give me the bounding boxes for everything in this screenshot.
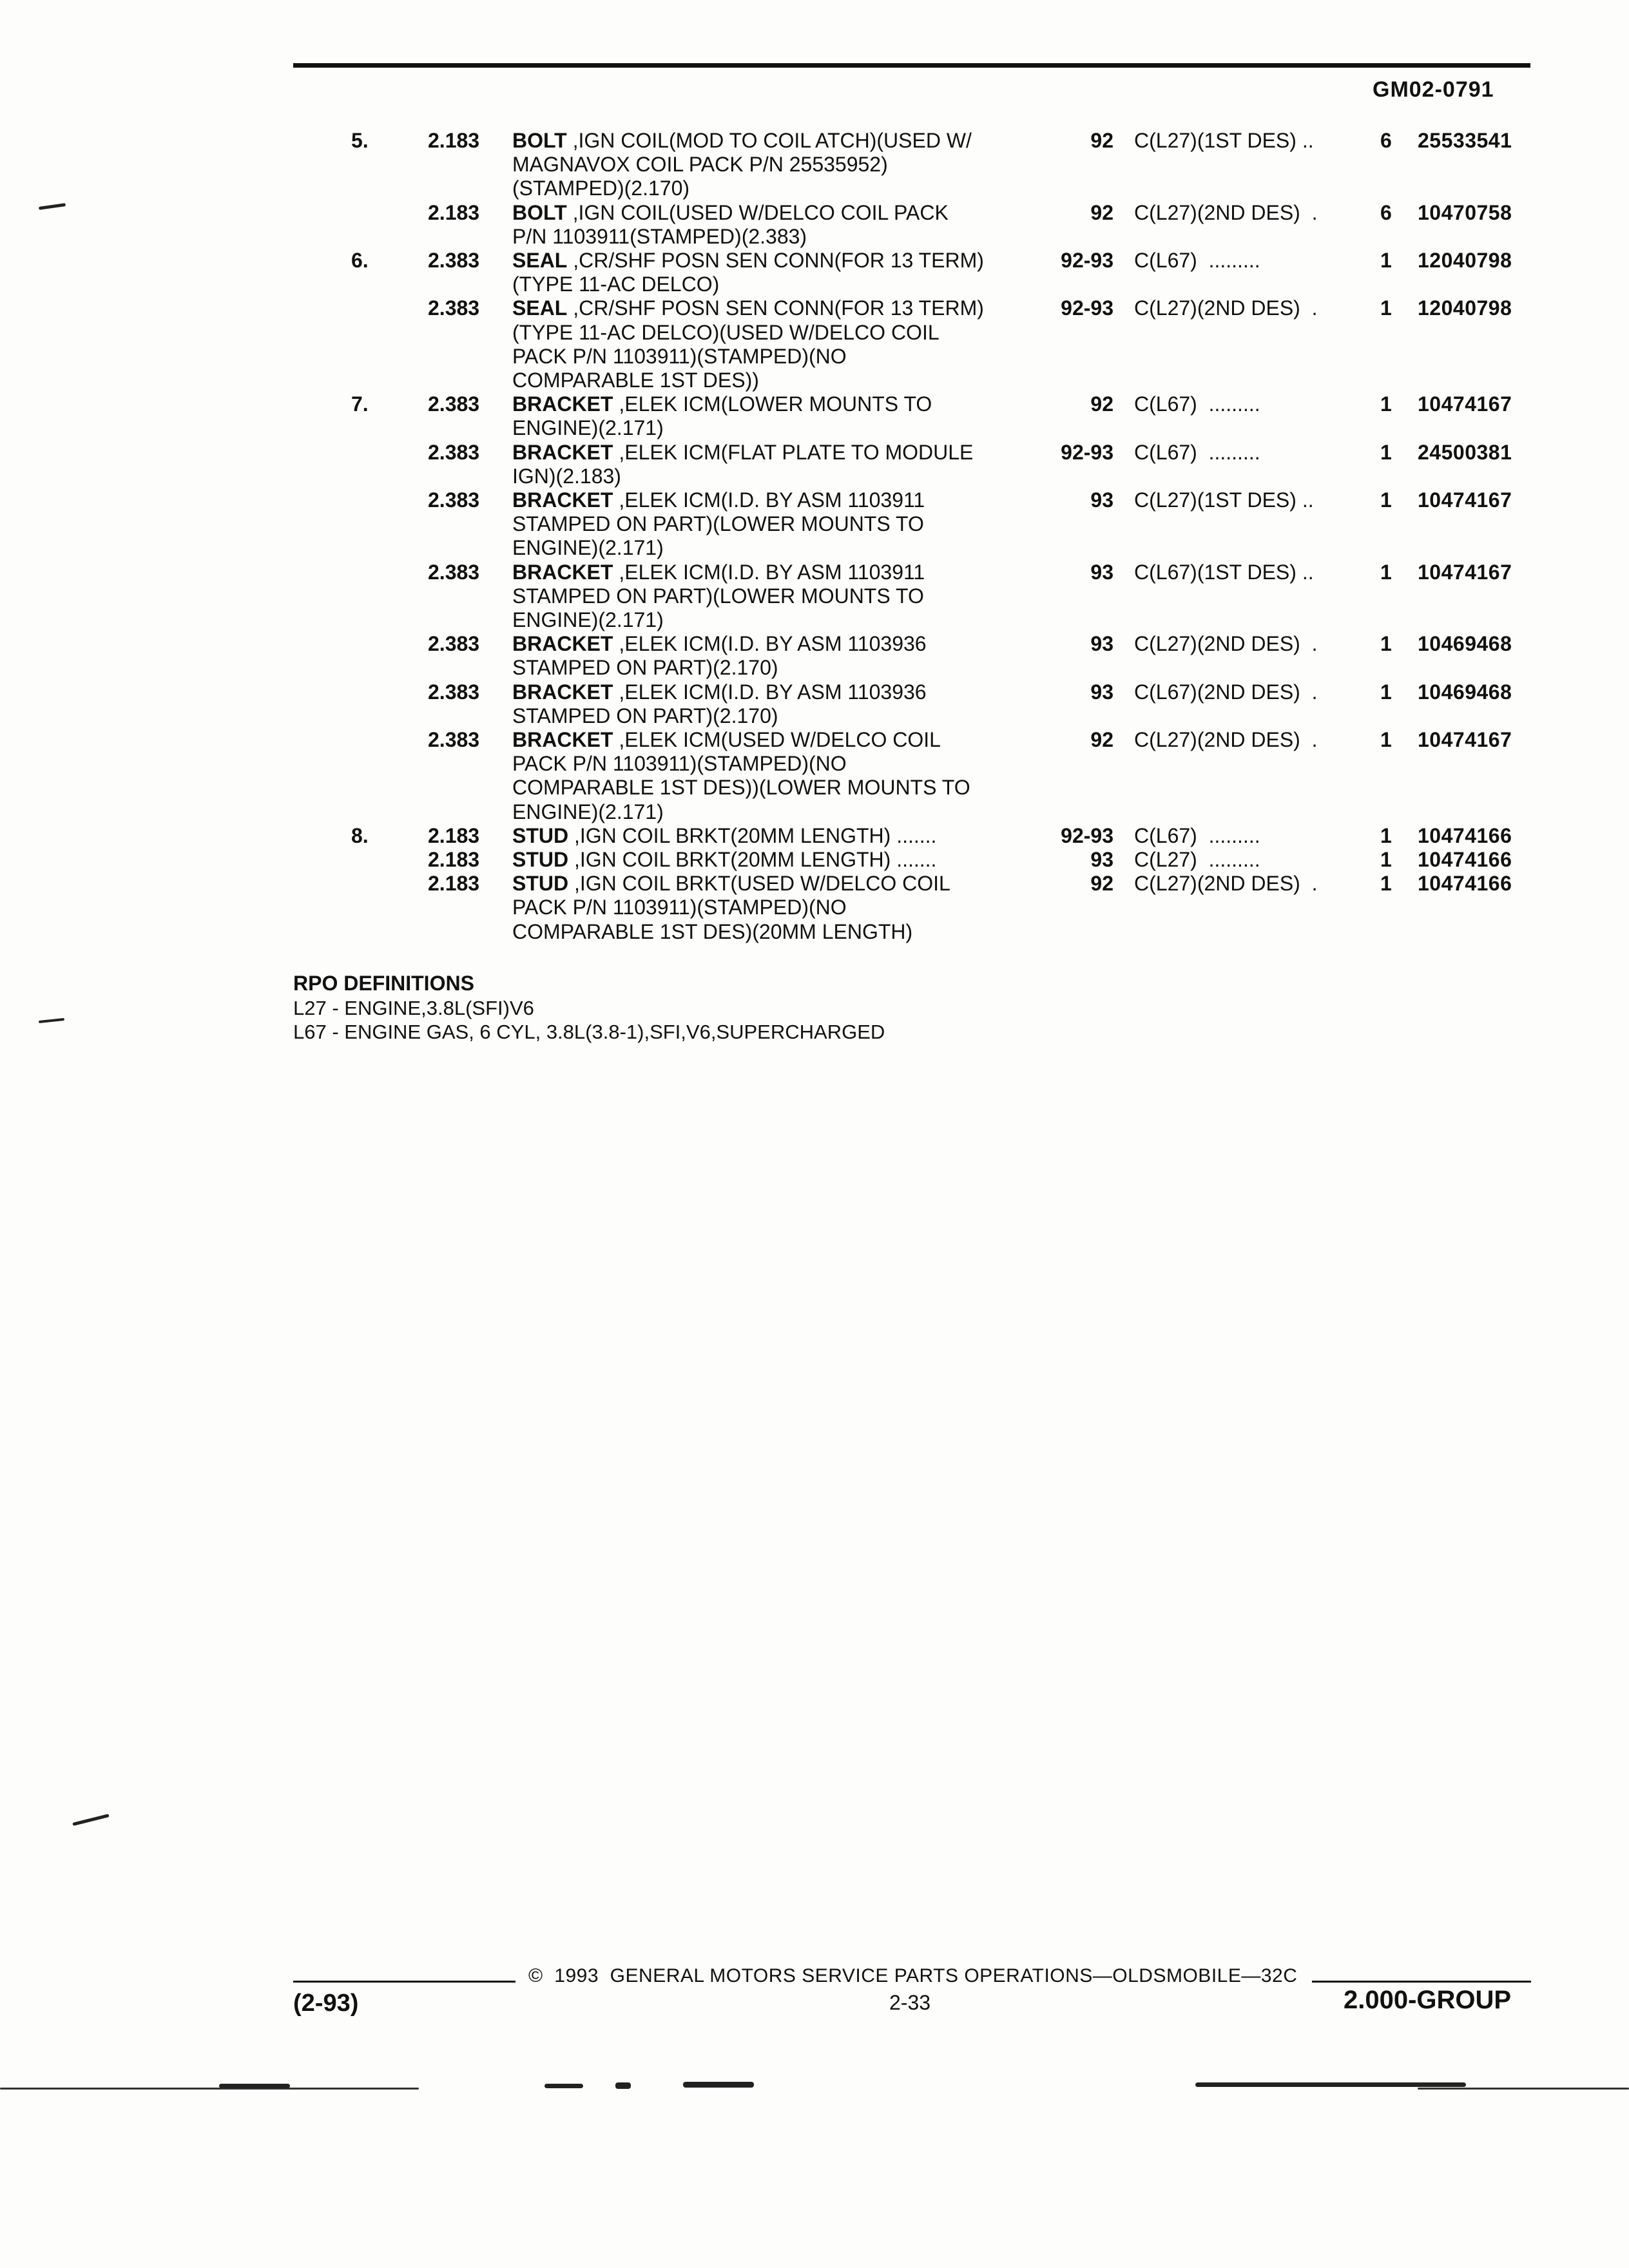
part-description: PACK P/N 1103911)(STAMPED)(NO [512, 344, 847, 368]
part-name: BRACKET [512, 680, 613, 704]
group-number: 2.183 [428, 823, 480, 847]
part-name: SEAL [512, 249, 568, 272]
part-number: 10474166 [1418, 872, 1512, 896]
scan-mark [545, 2084, 583, 2088]
part-number: 24500381 [1418, 440, 1512, 464]
scan-mark [615, 2082, 631, 2089]
part-description-text: ,IGN COIL(MOD TO COIL ATCH)(USED W/ [566, 129, 972, 152]
model-years: 92-93 [1061, 249, 1113, 272]
part-description [512, 201, 949, 225]
part-description [512, 296, 984, 320]
part-description-text: ,IGN COIL(USED W/DELCO COIL PACK [566, 200, 949, 224]
footer-rule-left [293, 1981, 516, 1983]
model-years: 93 [1090, 632, 1113, 656]
part-description: MAGNAVOX COIL PACK P/N 25535952) [512, 153, 888, 177]
part-description-text: ,CR/SHF POSN SEN CONN(FOR 13 TERM) [567, 296, 984, 320]
part-name: STUD [512, 823, 569, 847]
part-description: STAMPED ON PART)(2.170) [512, 704, 778, 727]
model-years: 93 [1090, 848, 1113, 871]
group-number: 2.383 [428, 728, 480, 751]
part-number: 12040798 [1418, 249, 1512, 272]
part-name: BRACKET [512, 560, 613, 584]
model-years: 92-93 [1061, 296, 1113, 320]
group-number: 2.383 [428, 488, 480, 512]
part-description [512, 488, 925, 512]
scan-mark [1418, 2088, 1629, 2090]
part-description: STAMPED ON PART)(LOWER MOUNTS TO [512, 584, 924, 608]
part-name: BRACKET [512, 440, 613, 464]
part-number: 10469468 [1418, 632, 1512, 656]
part-description [512, 848, 936, 872]
application: C(L67) ......... [1134, 823, 1260, 847]
application: C(L67) ......... [1134, 440, 1260, 464]
page-number: 2-33 [889, 1991, 931, 2014]
footer-rule-right [1312, 1981, 1531, 1983]
part-name: BRACKET [512, 728, 613, 751]
part-name: BRACKET [512, 392, 613, 416]
group-number: 2.383 [428, 632, 480, 656]
application: C(L27)(2ND DES) . [1134, 632, 1318, 656]
scan-mark [219, 2084, 290, 2088]
application: C(L67)(2ND DES) . [1134, 680, 1318, 704]
application: C(L67) ......... [1134, 249, 1260, 272]
part-description: ENGINE)(2.171) [512, 416, 664, 440]
quantity: 1 [1380, 632, 1392, 656]
part-description: STAMPED ON PART)(LOWER MOUNTS TO [512, 512, 924, 536]
model-years: 92-93 [1061, 823, 1113, 847]
model-years: 92 [1090, 872, 1113, 896]
part-description [512, 561, 925, 584]
part-description: COMPARABLE 1ST DES))(LOWER MOUNTS TO [512, 776, 970, 800]
model-years: 93 [1090, 680, 1113, 704]
part-description [512, 872, 950, 896]
quantity: 1 [1380, 392, 1392, 416]
group-number: 2.183 [428, 848, 480, 871]
ref-number: 7. [351, 392, 369, 416]
application: C(L27) ......... [1134, 848, 1260, 871]
quantity: 1 [1380, 488, 1392, 512]
footer-group: 2.000-GROUP [1344, 1986, 1512, 2014]
part-number: 10470758 [1418, 200, 1512, 224]
scan-mark [1195, 2082, 1466, 2087]
application: C(L27)(2ND DES) . [1134, 728, 1318, 751]
group-number: 2.183 [428, 200, 480, 224]
part-description-text: ,ELEK ICM(I.D. BY ASM 1103911 [613, 560, 925, 584]
part-description-text: ,ELEK ICM(I.D. BY ASM 1103936 [613, 632, 927, 656]
part-description-text: ,IGN COIL BRKT(20MM LENGTH) ....... [568, 823, 937, 847]
quantity: 1 [1380, 848, 1392, 871]
part-number: 10474167 [1418, 560, 1512, 584]
document-id: GM02-0791 [1373, 77, 1494, 102]
group-number: 2.383 [428, 392, 480, 416]
group-number: 2.383 [428, 249, 480, 272]
part-name: BRACKET [512, 632, 613, 656]
group-number: 2.383 [428, 560, 480, 584]
part-description: IGN)(2.183) [512, 464, 621, 488]
part-description: STAMPED ON PART)(2.170) [512, 656, 778, 680]
rpo-definition: L27 - ENGINE,3.8L(SFI)V6 [293, 997, 534, 1019]
model-years: 92 [1090, 728, 1113, 751]
application: C(L27)(2ND DES) . [1134, 200, 1318, 224]
part-description [512, 441, 973, 465]
group-number: 2.383 [428, 296, 480, 320]
part-description-text: ,ELEK ICM(I.D. BY ASM 1103936 [613, 680, 927, 704]
part-description-text: ,ELEK ICM(USED W/DELCO COIL [613, 728, 941, 751]
application: C(L27)(2ND DES) . [1134, 872, 1318, 896]
application: C(L67)(1ST DES) .. [1134, 560, 1314, 584]
application: C(L67) ......... [1134, 392, 1260, 416]
quantity: 1 [1380, 728, 1392, 751]
part-number: 10469468 [1418, 680, 1512, 704]
quantity: 6 [1380, 129, 1392, 152]
part-description-text: ,IGN COIL BRKT(20MM LENGTH) ....... [568, 848, 937, 871]
group-number: 2.383 [428, 680, 480, 704]
part-description: (TYPE 11-AC DELCO)(USED W/DELCO COIL [512, 320, 940, 344]
scan-mark [39, 203, 66, 210]
scan-mark [0, 2088, 419, 2090]
model-years: 92-93 [1061, 440, 1113, 464]
ref-number: 8. [351, 823, 369, 847]
quantity: 1 [1380, 296, 1392, 320]
application: C(L27)(1ST DES) .. [1134, 129, 1314, 152]
scan-mark [72, 1814, 109, 1826]
part-description: ENGINE)(2.171) [512, 536, 664, 560]
footer-copyright: © 1993 GENERAL MOTORS SERVICE PARTS OPERATIONS—OLDSMOBILE—32C [528, 1965, 1298, 1986]
scan-mark [39, 1018, 64, 1023]
part-description-text: ,ELEK ICM(I.D. BY ASM 1103911 [613, 488, 925, 512]
part-description: COMPARABLE 1ST DES)(20MM LENGTH) [512, 919, 913, 943]
quantity: 1 [1380, 823, 1392, 847]
part-description: P/N 1103911(STAMPED)(2.383) [512, 224, 807, 248]
rpo-title: RPO DEFINITIONS [293, 972, 474, 995]
group-number: 2.183 [428, 872, 480, 896]
part-name: BRACKET [512, 488, 613, 512]
part-description: COMPARABLE 1ST DES)) [512, 368, 759, 392]
part-name: SEAL [512, 296, 568, 320]
quantity: 6 [1380, 200, 1392, 224]
application: C(L27)(2ND DES) . [1134, 296, 1318, 320]
part-name: BOLT [512, 200, 567, 224]
part-description-text: ,IGN COIL BRKT(USED W/DELCO COIL [568, 872, 950, 896]
part-number: 10474167 [1418, 392, 1512, 416]
footer-date: (2-93) [293, 1990, 359, 2017]
part-description [512, 680, 927, 704]
model-years: 92 [1090, 392, 1113, 416]
part-number: 10474167 [1418, 728, 1512, 751]
part-description [512, 632, 927, 656]
part-description: ENGINE)(2.171) [512, 608, 664, 631]
part-number: 12040798 [1418, 296, 1512, 320]
quantity: 1 [1380, 560, 1392, 584]
quantity: 1 [1380, 249, 1392, 272]
quantity: 1 [1380, 440, 1392, 464]
part-description-text: ,ELEK ICM(LOWER MOUNTS TO [613, 392, 932, 416]
group-number: 2.183 [428, 129, 480, 152]
part-name: STUD [512, 872, 569, 896]
part-number: 10474167 [1418, 488, 1512, 512]
rpo-definition: L67 - ENGINE GAS, 6 CYL, 3.8L(3.8-1),SFI,V6,SUPERCHARGED [293, 1021, 885, 1043]
model-years: 92 [1090, 129, 1113, 152]
part-description [512, 824, 936, 848]
ref-number: 5. [351, 129, 369, 152]
part-description: (TYPE 11-AC DELCO) [512, 273, 720, 296]
part-name: BOLT [512, 129, 567, 152]
part-number: 10474166 [1418, 848, 1512, 871]
scan-mark [683, 2082, 754, 2088]
part-description-text: ,ELEK ICM(FLAT PLATE TO MODULE [613, 440, 974, 464]
quantity: 1 [1380, 680, 1392, 704]
model-years: 93 [1090, 560, 1113, 584]
quantity: 1 [1380, 872, 1392, 896]
part-description-text: ,CR/SHF POSN SEN CONN(FOR 13 TERM) [567, 249, 984, 272]
part-description [512, 249, 984, 273]
model-years: 93 [1090, 488, 1113, 512]
part-description: (STAMPED)(2.170) [512, 177, 690, 200]
part-description [512, 728, 941, 752]
part-description: PACK P/N 1103911)(STAMPED)(NO [512, 896, 847, 919]
part-description [512, 392, 932, 416]
part-name: STUD [512, 848, 569, 871]
ref-number: 6. [351, 249, 369, 272]
part-description: PACK P/N 1103911)(STAMPED)(NO [512, 752, 847, 776]
part-description [512, 129, 972, 153]
group-number: 2.383 [428, 440, 480, 464]
part-number: 10474166 [1418, 823, 1512, 847]
top-rule [293, 63, 1530, 68]
model-years: 92 [1090, 200, 1113, 224]
application: C(L27)(1ST DES) .. [1134, 488, 1314, 512]
part-description: ENGINE)(2.171) [512, 800, 664, 823]
part-number: 25533541 [1418, 129, 1512, 152]
